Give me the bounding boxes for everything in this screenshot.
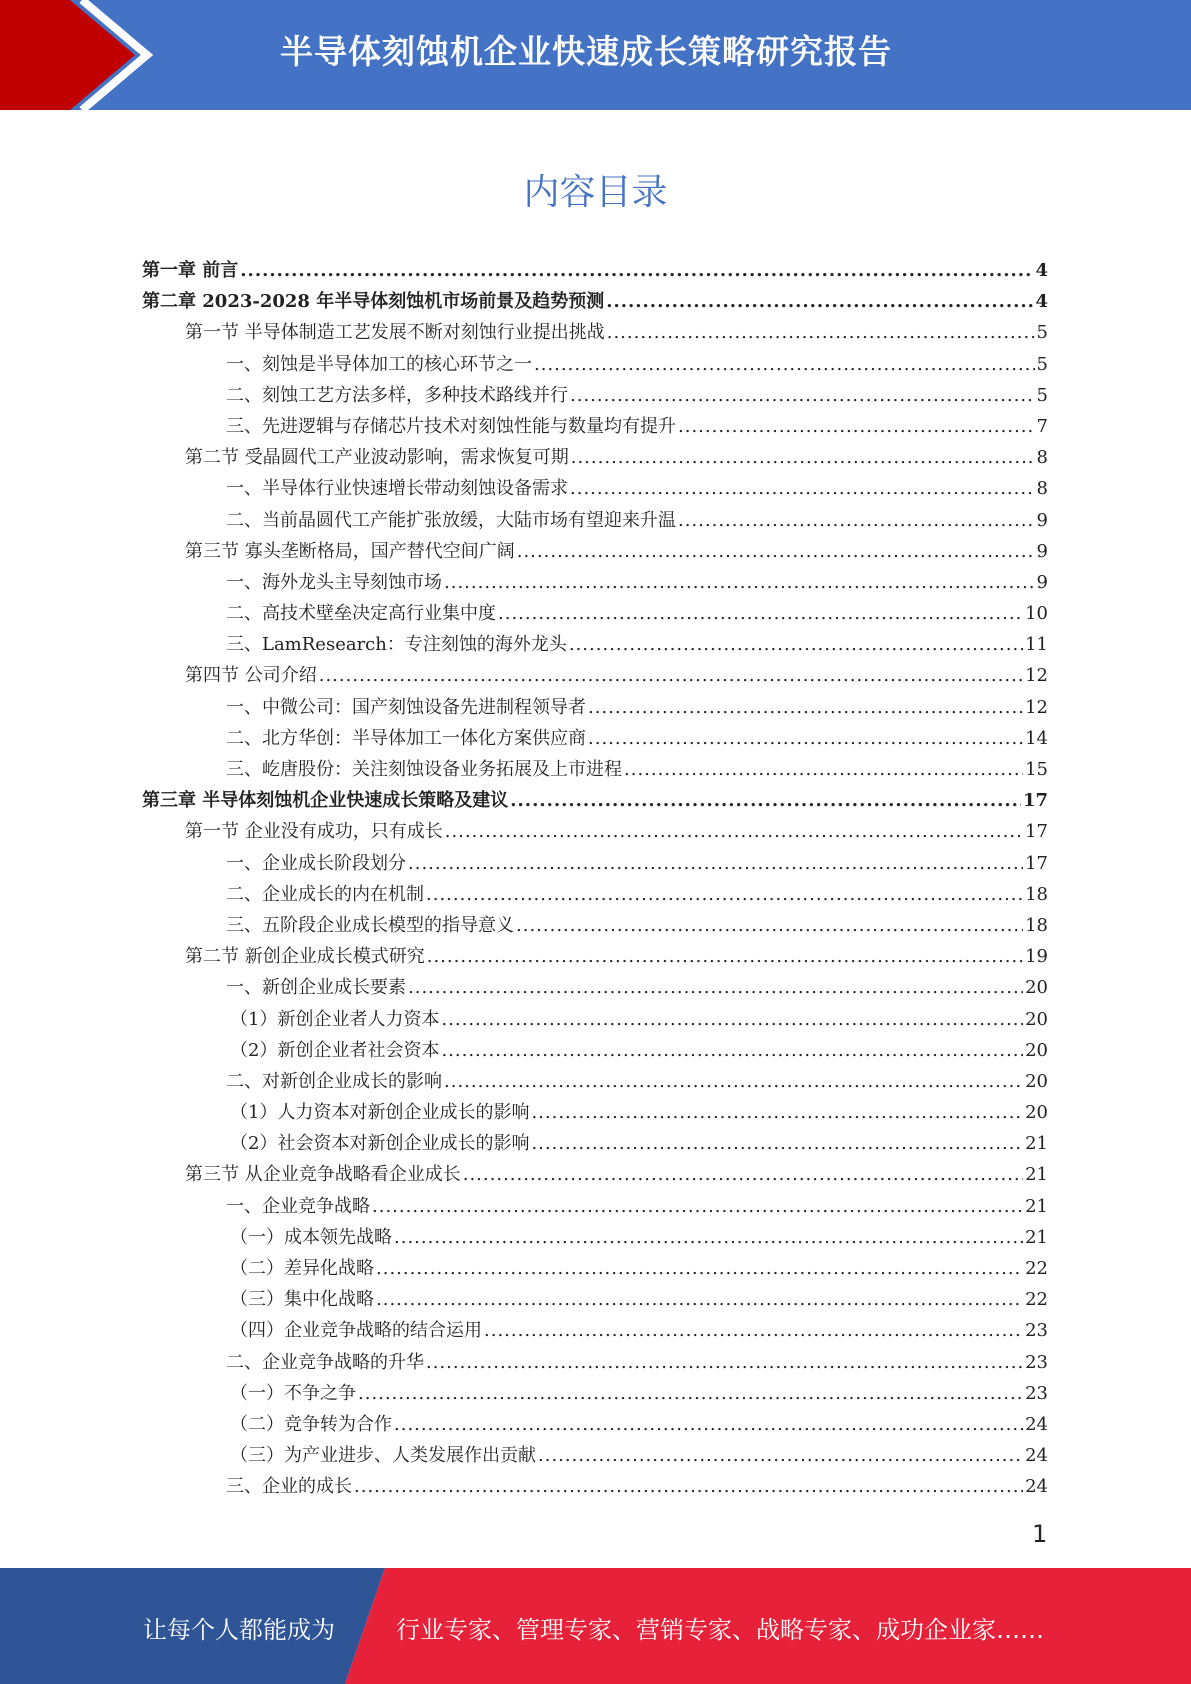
toc-entry-page: 9 [1036,571,1048,593]
toc-entry-page: 9 [1036,540,1048,562]
toc-dot-leader [426,1347,1023,1378]
toc-entry-title: （1）人力资本对新创企业成长的影响 [230,1102,530,1124]
toc-dot-leader [376,1284,1023,1315]
toc-dot-leader [394,1409,1023,1440]
header-arrow-icon [0,0,160,110]
toc-dot-leader [408,848,1023,879]
toc-entry-page: 21 [1025,1164,1048,1186]
toc-dot-leader [394,1222,1023,1253]
toc-entry-page: 8 [1036,478,1048,500]
toc-dot-leader [354,1471,1023,1502]
toc-entry-title: 二、对新创企业成长的影响 [226,1070,442,1092]
toc-dot-leader [570,380,1035,411]
toc-entry[interactable] [142,1378,1048,1409]
toc-dot-leader [678,505,1035,536]
toc-entry[interactable] [142,567,1048,598]
toc-entry-title: 二、高技术壁垒决定高行业集中度 [226,603,496,625]
toc-entry-title: （2）社会资本对新创企业成长的影响 [230,1133,530,1155]
toc-dot-leader [441,1004,1023,1035]
toc-entry-title: 一、企业成长阶段划分 [226,852,406,874]
toc-dot-leader [510,785,1021,816]
toc-entry[interactable] [142,473,1048,504]
toc-entry-page: 20 [1025,1008,1048,1030]
toc-entry[interactable] [142,910,1048,941]
toc-entry[interactable] [142,723,1048,754]
toc-entry[interactable] [142,286,1048,317]
toc-entry[interactable] [142,879,1048,910]
toc-dot-leader [463,1159,1023,1190]
toc-entry-title: （一）不争之争 [230,1382,356,1404]
toc-dot-leader [484,1315,1023,1346]
toc-entry[interactable] [142,536,1048,567]
toc-entry[interactable] [142,692,1048,723]
toc-entry[interactable] [142,1471,1048,1502]
toc-entry-page: 18 [1025,914,1048,936]
footer-slogan-right: 行业专家、管理专家、营销专家、战略专家、成功企业家…… [396,1616,1044,1644]
toc-entry-title: （1）新创企业者人力资本 [230,1008,440,1030]
toc-entry-title: 三、LamResearch：专注刻蚀的海外龙头 [226,634,567,656]
toc-entry-page: 4 [1035,291,1048,313]
toc-entry[interactable] [142,1284,1048,1315]
toc-entry[interactable] [142,1347,1048,1378]
toc-dot-leader [569,629,1023,660]
toc-dot-leader [358,1378,1023,1409]
toc-dot-leader [678,411,1035,442]
toc-dot-leader [441,1035,1023,1066]
toc-entry[interactable] [142,1159,1048,1190]
toc-entry-page: 21 [1025,1195,1048,1217]
toc-entry-title: 一、刻蚀是半导体加工的核心环节之一 [226,353,532,375]
toc-entry[interactable] [142,411,1048,442]
toc-entry[interactable] [142,660,1048,691]
toc-entry[interactable] [142,255,1048,286]
toc-dot-leader [531,1128,1023,1159]
toc-entry-title: 第二节 受晶圆代工产业波动影响，需求恢复可期 [185,447,569,469]
toc-entry[interactable] [142,785,1048,816]
toc-entry-page: 17 [1025,821,1048,843]
toc-entry[interactable] [142,941,1048,972]
footer-slogan-left: 让每个人都能成为 [143,1616,335,1644]
toc-entry[interactable] [142,629,1048,660]
toc-entry-title: 第二章 2023-2028 年半导体刻蚀机市场前景及趋势预测 [142,291,605,313]
toc-entry-page: 23 [1025,1382,1048,1404]
toc-entry-title: 二、北方华创：半导体加工一体化方案供应商 [226,727,586,749]
toc-entry-title: 第一节 企业没有成功，只有成长 [185,821,443,843]
toc-entry-title: （一）成本领先战略 [230,1226,392,1248]
toc-entry-title: 第二节 新创企业成长模式研究 [185,946,425,968]
toc-entry-title: 三、屹唐股份：关注刻蚀设备业务拓展及上市进程 [226,759,622,780]
toc-dot-leader [319,660,1023,691]
toc-entry[interactable] [142,1097,1048,1128]
toc-entry[interactable] [142,442,1048,473]
toc-dot-leader [444,1066,1023,1097]
toc-entry-page: 11 [1025,634,1048,656]
toc-entry-page: 23 [1025,1320,1048,1342]
toc-dot-leader [607,317,1035,348]
toc-dot-leader [606,286,1033,317]
toc-dot-leader [517,536,1035,567]
toc-entry-page: 8 [1036,447,1048,469]
toc-entry[interactable] [142,1440,1048,1471]
toc-entry-title: （三）为产业进步、人类发展作出贡献 [230,1445,536,1467]
toc-entry[interactable] [142,1222,1048,1253]
toc-entry[interactable] [142,972,1048,1003]
header-banner [0,0,1191,110]
toc-entry-page: 12 [1025,696,1048,718]
footer-banner [0,1568,1191,1684]
toc-dot-leader [408,972,1023,1003]
toc-entry-page: 20 [1025,1070,1048,1092]
toc-entry-title: 一、半导体行业快速增长带动刻蚀设备需求 [226,478,568,500]
toc-entry-page: 12 [1025,665,1048,687]
toc-entry-title: （二）差异化战略 [230,1258,374,1279]
toc-entry[interactable] [142,1191,1048,1222]
toc-dot-leader [570,473,1035,504]
toc-entry-page: 14 [1025,727,1048,749]
toc-entry-title: 一、中微公司：国产刻蚀设备先进制程领导者 [226,696,586,718]
toc-entry-page: 21 [1025,1226,1048,1248]
toc-entry-page: 20 [1025,977,1048,999]
toc-dot-leader [588,723,1023,754]
toc-entry-title: （三）集中化战略 [230,1289,374,1311]
toc-dot-leader [376,1253,1023,1284]
page-number: 1 [1032,1520,1048,1548]
toc-entry-title: 第三节 寡头垄断格局，国产替代空间广阔 [185,540,515,562]
toc-dot-leader [534,349,1035,380]
toc-entry-page: 10 [1025,603,1048,625]
toc-entry-page: 17 [1022,790,1048,812]
toc-entry[interactable] [142,1128,1048,1159]
toc-entry-title: 三、企业的成长 [226,1476,352,1498]
toc-entry-page: 4 [1035,260,1048,281]
toc-dot-leader [444,567,1035,598]
report-title: 半导体刻蚀机企业快速成长策略研究报告 [280,32,892,71]
toc-entry-title: （二）竞争转为合作 [230,1413,392,1435]
toc-entry-title: 二、当前晶圆代工产能扩张放缓，大陆市场有望迎来升温 [226,509,676,531]
toc-entry[interactable] [142,1315,1048,1346]
toc-entry-page: 19 [1025,946,1048,968]
toc-entry-page: 24 [1025,1413,1048,1435]
toc-entry-title: 一、企业竞争战略 [226,1195,370,1217]
toc-dot-leader [427,941,1023,972]
toc-entry-title: 第三章 半导体刻蚀机企业快速成长策略及建议 [142,790,509,812]
toc-entry[interactable] [142,598,1048,629]
toc-entry[interactable] [142,317,1048,348]
toc-entry-page: 5 [1036,322,1048,344]
toc-dot-leader [588,692,1023,723]
toc-dot-leader [624,754,1023,785]
toc-entry-page: 9 [1036,509,1048,531]
toc-entry-page: 17 [1025,852,1048,874]
toc-entry[interactable] [142,816,1048,847]
toc-entry-page: 18 [1025,883,1048,905]
toc-entry-title: （2）新创企业者社会资本 [230,1039,440,1061]
toc-entry-page: 22 [1025,1289,1048,1311]
toc-entry[interactable] [142,1409,1048,1440]
toc-dot-leader [516,910,1023,941]
toc-entry-title: 二、企业成长的内在机制 [226,883,424,905]
toc-entry-title: 三、五阶段企业成长模型的指导意义 [226,914,514,936]
toc-entry[interactable] [142,1035,1048,1066]
toc-entry-page: 24 [1025,1476,1048,1498]
toc-entry[interactable] [142,1066,1048,1097]
toc-entry-page: 21 [1025,1133,1048,1155]
toc-entry[interactable] [142,1253,1048,1284]
toc-entry-title: 第一章 前言 [142,260,239,281]
toc-entry-page: 23 [1025,1351,1048,1373]
toc-entry-title: 一、海外龙头主导刻蚀市场 [226,571,442,593]
toc-heading: 内容目录 [523,172,668,213]
toc-dot-leader [372,1191,1023,1222]
toc-entry-page: 22 [1025,1258,1048,1279]
toc-entry[interactable] [142,380,1048,411]
table-of-contents [142,255,1048,1503]
toc-entry-page: 5 [1036,353,1048,375]
toc-dot-leader [240,255,1033,286]
toc-entry-title: 第一节 半导体制造工艺发展不断对刻蚀行业提出挑战 [185,322,605,344]
toc-entry[interactable] [142,505,1048,536]
toc-entry-title: 第三节 从企业竞争战略看企业成长 [185,1164,461,1186]
toc-entry-page: 7 [1036,415,1048,437]
toc-entry-title: 二、企业竞争战略的升华 [226,1351,424,1373]
toc-entry-title: 二、刻蚀工艺方法多样，多种技术路线并行 [226,384,568,406]
toc-dot-leader [531,1097,1023,1128]
toc-dot-leader [445,816,1023,847]
toc-entry[interactable] [142,1004,1048,1035]
toc-dot-leader [498,598,1023,629]
toc-dot-leader [426,879,1023,910]
toc-entry-page: 15 [1025,759,1048,780]
toc-entry-page: 5 [1036,384,1048,406]
toc-entry-title: 一、新创企业成长要素 [226,977,406,999]
toc-entry-page: 24 [1025,1445,1048,1467]
toc-entry-title: 第四节 公司介绍 [185,665,317,687]
toc-entry-page: 20 [1025,1039,1048,1061]
toc-entry-title: 三、先进逻辑与存储芯片技术对刻蚀性能与数量均有提升 [226,415,676,437]
toc-entry-title: （四）企业竞争战略的结合运用 [230,1320,482,1342]
toc-entry[interactable] [142,848,1048,879]
toc-entry[interactable] [142,349,1048,380]
toc-dot-leader [571,442,1035,473]
toc-entry-page: 20 [1025,1102,1048,1124]
toc-dot-leader [538,1440,1023,1471]
toc-entry[interactable] [142,754,1048,785]
